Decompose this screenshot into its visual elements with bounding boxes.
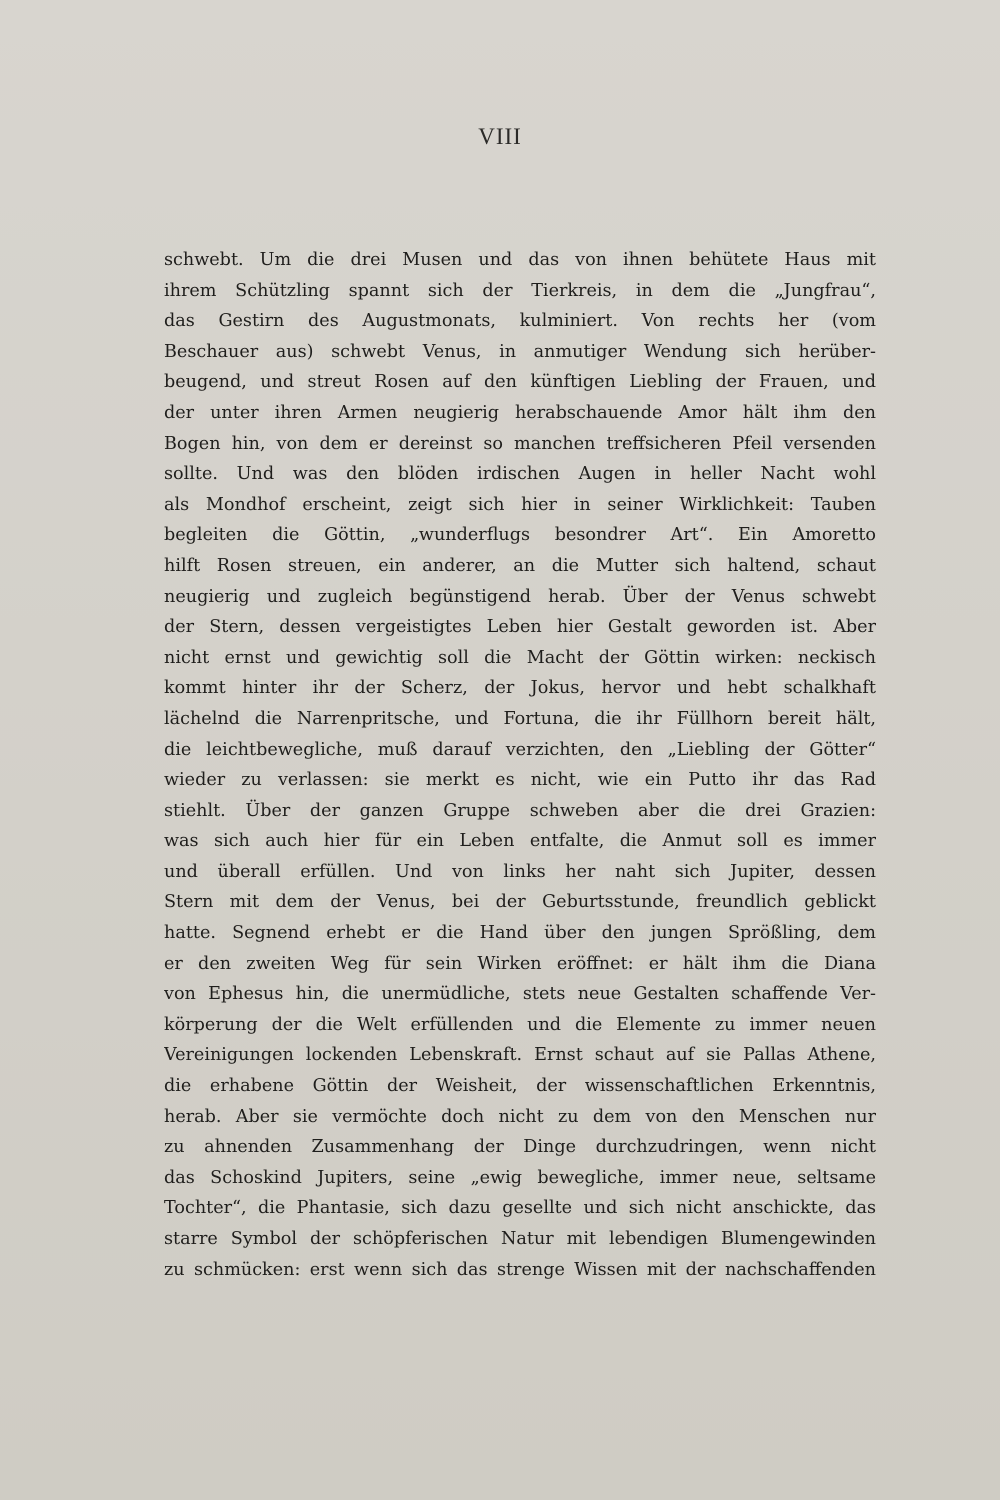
text-line: der Stern, dessen vergeistigtes Leben hier Gestalt geworden ist. Aber: [164, 617, 876, 638]
text-line: starre Symbol der schöpferischen Natur mit lebendigen Blumengewinden: [164, 1229, 876, 1249]
text-line: das Schoskind Jupiters, seine „ewig bewegliche, immer neue, seltsame: [164, 1167, 876, 1188]
text-line: zu schmücken: erst wenn sich das strenge Wissen mit der nachschaffenden: [164, 1259, 876, 1280]
text-line: von Ephesus hin, die unermüdliche, stets neue Gestalten schaffende Ver-: [164, 984, 876, 1005]
text-line: zu ahnenden Zusammenhang der Dinge durchzudringen, wenn nicht: [164, 1137, 876, 1158]
text-line: begleiten die Göttin, „wunderflugs besondrer Art“. Ein Amoretto: [164, 525, 876, 546]
text-line: schwebt. Um die drei Musen und das von ihnen behütete Haus mit: [164, 250, 876, 270]
text-line: Tochter“, die Phantasie, sich dazu gesellte und sich nicht anschickte, das: [164, 1198, 876, 1219]
text-line: wieder zu verlassen: sie merkt es nicht, wie ein Putto ihr das Rad: [164, 770, 876, 791]
text-line: Vereinigungen lockenden Lebenskraft. Ernst schaut auf sie Pallas Athene,: [164, 1045, 876, 1066]
text-line: hatte. Segnend erhebt er die Hand über den jungen Sprößling, dem: [164, 923, 876, 944]
text-line: nicht ernst und gewichtig soll die Macht der Göttin wirken: neckisch: [164, 647, 876, 668]
text-line: herab. Aber sie vermöchte doch nicht zu dem von den Menschen nur: [164, 1106, 876, 1127]
text-line: die erhabene Göttin der Weisheit, der wissenschaftlichen Erkenntnis,: [164, 1076, 876, 1097]
text-line: neugierig und zugleich begünstigend herab. Über der Venus schwebt: [164, 586, 876, 607]
text-line: Stern mit dem der Venus, bei der Geburtsstunde, freundlich geblickt: [164, 892, 876, 913]
text-line: lächelnd die Narrenpritsche, und Fortuna, die ihr Füllhorn bereit hält,: [164, 708, 876, 729]
text-line: beugend, und streut Rosen auf den künftigen Liebling der Frauen, und: [164, 372, 876, 393]
text-line: körperung der die Welt erfüllenden und die Elemente zu immer neuen: [164, 1014, 876, 1035]
page-number: VIII: [478, 124, 522, 149]
text-line: das Gestirn des Augustmonats, kulminiert. Von rechts her (vom: [164, 311, 876, 332]
text-line: der unter ihren Armen neugierig herabschauende Amor hält ihm den: [164, 402, 876, 423]
text-line: Bogen hin, von dem er dereinst so manchen treffsicheren Pfeil versenden: [164, 433, 876, 454]
text-line: und überall erfüllen. Und von links her naht sich Jupiter, dessen: [164, 861, 876, 882]
text-line: hilft Rosen streuen, ein anderer, an die Mutter sich haltend, schaut: [164, 555, 876, 576]
text-line: Beschauer aus) schwebt Venus, in anmutiger Wendung sich herüber-: [164, 341, 876, 362]
text-line: als Mondhof erscheint, zeigt sich hier in seiner Wirklichkeit: Tauben: [164, 494, 876, 515]
text-line: was sich auch hier für ein Leben entfalte, die Anmut soll es immer: [164, 831, 876, 852]
text-line: kommt hinter ihr der Scherz, der Jokus, hervor und hebt schalkhaft: [164, 678, 876, 699]
text-line: er den zweiten Weg für sein Wirken eröffnet: er hält ihm die Diana: [164, 953, 876, 974]
text-line: ihrem Schützling spannt sich der Tierkreis, in dem die „Jungfrau“,: [164, 280, 876, 301]
text-line: die leichtbewegliche, muß darauf verzichten, den „Liebling der Götter“: [164, 739, 876, 760]
body-text: [164, 245, 876, 1285]
text-line: sollte. Und was den blöden irdischen Augen in heller Nacht wohl: [164, 464, 876, 485]
text-line: stiehlt. Über der ganzen Gruppe schweben aber die drei Grazien:: [164, 800, 876, 821]
